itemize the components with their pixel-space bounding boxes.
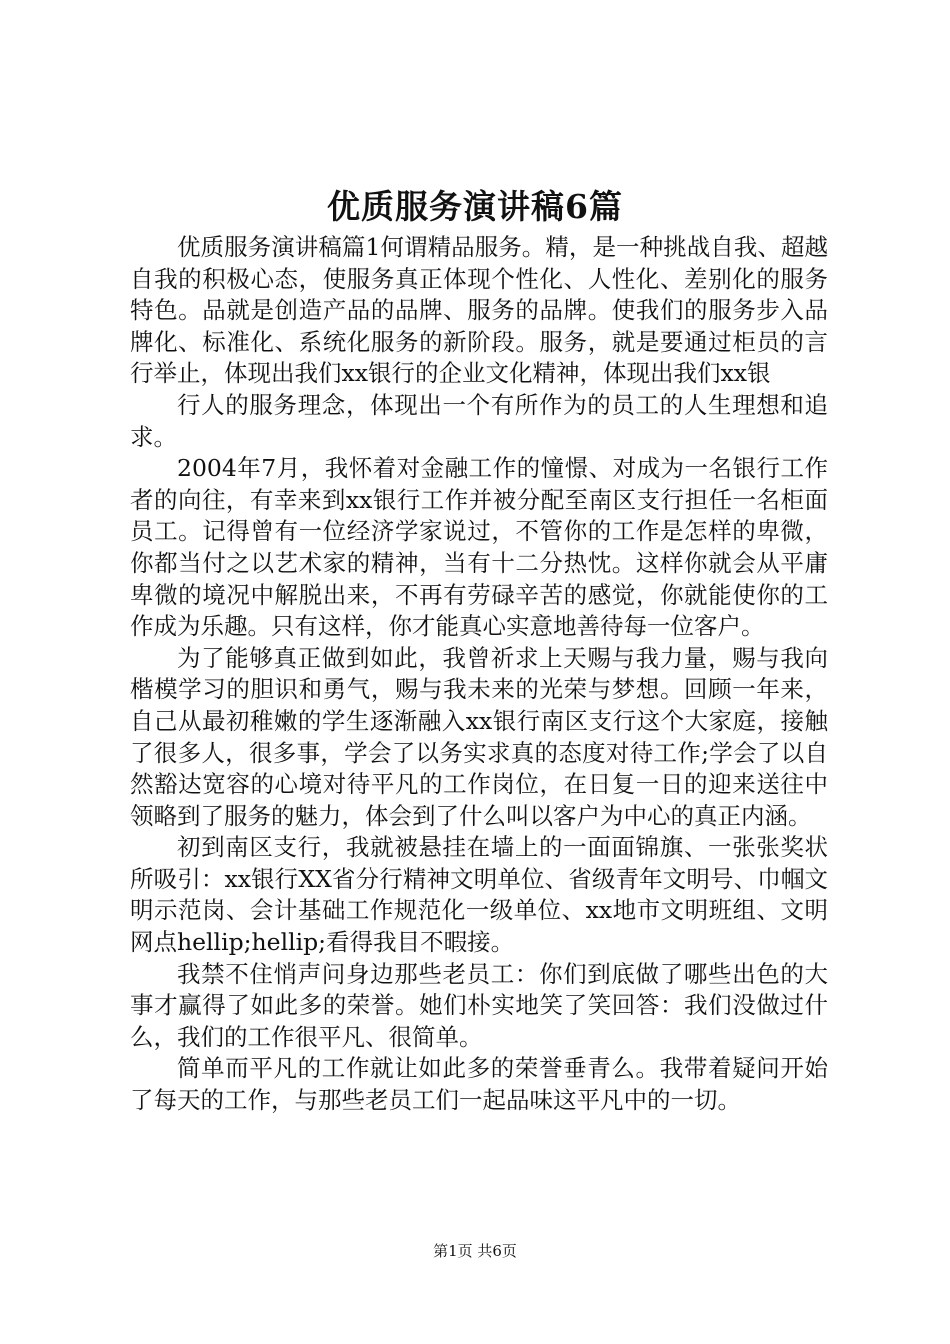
paragraph: 我禁不住悄声问身边那些老员工：你们到底做了哪些出色的大事才赢得了如此多的荣誉。她们朴实地笑了笑回答：我们没做过什么，我们的工作很平凡、很简单。 xyxy=(130,959,828,1051)
paragraph: 简单而平凡的工作就让如此多的荣誉垂青么。我带着疑问开始了每天的工作，与那些老员工们一起品味这平凡中的一切。 xyxy=(130,1054,828,1115)
paragraph: 行人的服务理念，体现出一个有所作为的员工的人生理想和追求。 xyxy=(130,390,828,451)
page-footer: 第1页 共6页 xyxy=(433,1242,517,1260)
paragraph: 优质服务演讲稿篇1何谓精品服务。精，是一种挑战自我、超越自我的积极心态，使服务真正体现个性化、人性化、差别化的服务特色。品就是创造产品的品牌、服务的品牌。使我们的服务步入品牌化、标准化、系统化服务的新阶段。服务，就是要通过柜员的言行举止，体现出我们xx银行的企业文化精神，体现出我们xx银 xyxy=(130,233,828,388)
paragraph: 初到南区支行，我就被悬挂在墙上的一面面锦旗、一张张奖状所吸引：xx银行XX省分行精神文明单位、省级青年文明号、巾帼文明示范岗、会计基础工作规范化一级单位、xx地市文明班组、文明网点hellip;hellip;看得我目不暇接。 xyxy=(130,833,828,957)
document-title: 优质服务演讲稿6篇 xyxy=(327,187,623,226)
paragraph: 为了能够真正做到如此，我曾祈求上天赐与我力量，赐与我向楷模学习的胆识和勇气，赐与我未来的光荣与梦想。回顾一年来，自己从最初稚嫩的学生逐渐融入xx银行南区支行这个大家庭，接触了很多人，很多事，学会了以务实求真的态度对待工作;学会了以自然豁达宽容的心境对待平凡的工作岗位，在日复一日的迎来送往中领略到了服务的魅力，体会到了什么叫以客户为中心的真正内涵。 xyxy=(130,643,828,830)
document-body xyxy=(130,232,828,1117)
paragraph: 2004年7月，我怀着对金融工作的憧憬、对成为一名银行工作者的向往，有幸来到xx银行工作并被分配至南区支行担任一名柜面员工。记得曾有一位经济学家说过，不管你的工作是怎样的卑微，你都当付之以艺术家的精神，当有十二分热忱。这样你就会从平庸卑微的境况中解脱出来，不再有劳碌辛苦的感觉，你就能使你的工作成为乐趣。只有这样，你才能真心实意地善待每一位客户。 xyxy=(130,454,828,641)
